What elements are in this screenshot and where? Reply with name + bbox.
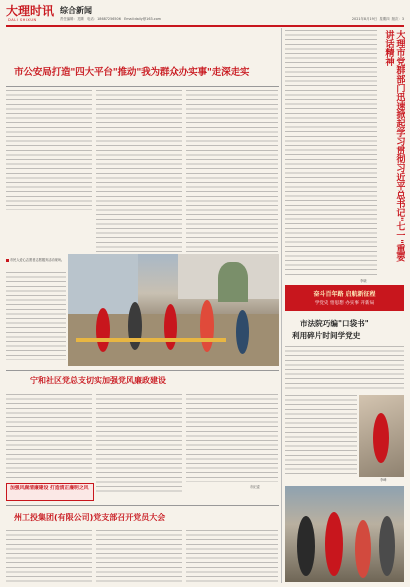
right-small-photo [359,395,404,477]
email: Email:daily@163.com [124,17,161,21]
logo-prefix: 大理 [6,4,31,18]
right-column-divider [281,28,282,583]
fence [76,338,226,342]
masthead-rule [6,25,404,27]
headline-rule [6,86,279,87]
date-line [352,16,404,21]
person-4 [200,300,214,352]
main-story-col-2 [96,90,182,255]
right-headline-1: 市法院巧编"口袋书" [300,319,369,328]
byline-right-mid: 李峰 [380,478,387,482]
main-photo [68,254,279,366]
bottom-story-col-3 [186,530,278,582]
page-number: 版次：3 [391,17,404,21]
person-c [355,520,371,578]
photo-caption-box [6,258,66,363]
slogan-box [285,285,404,311]
caption-marker-icon [6,259,9,262]
tree [218,262,248,302]
right-top-text [285,30,377,278]
byline-right-top: 李晓 [360,279,367,283]
right-story-text-a [285,346,404,392]
slogan-line-2: 学党史 悟思想 办实事 开新局 [314,301,375,306]
bottom-story-col-2 [96,530,182,582]
photo-caption-body [6,272,66,360]
logo [6,4,54,18]
phone: 电话：18687256506 [86,17,121,21]
middle-rule [6,370,279,371]
section-title: 综合新闻 [60,6,92,15]
photo-caption: 市民人爱心志愿者志愿服务活动现场。 [10,258,65,262]
bottom-headline: 州工投集团(有限公司)党支部召开党员大会 [14,513,166,522]
middle-story-col-3 [186,394,278,482]
middle-story-col-2 [96,394,182,494]
right-headline-2: 利用碎片时间学党史 [292,331,361,340]
logo-subtitle: DALI SHIXUN [8,18,37,22]
middle-headline: 宁和社区党总支切实加强党风廉政建设 [30,376,166,385]
vertical-headline: 大理市党群部门迅速掀起学习贯彻习近平总书记"七一"重要讲话精神 [383,30,405,262]
byline-middle: 市纪委 [250,485,260,489]
main-story-col-1 [6,90,92,210]
right-photo-person [373,413,389,463]
person-d [379,516,395,576]
person-b [325,512,343,576]
red-box-title: 加强风腐清廉建设 打造清正廉明之风 [10,486,89,491]
bottom-story-col-1 [6,530,92,582]
bottom-rule [6,505,279,506]
building-left [68,254,138,314]
person-3 [164,304,177,350]
person-a [297,516,315,576]
person-5 [236,310,249,354]
slogan-line-1: 奋斗百年路 启航新征程 [313,291,376,298]
red-box [6,483,94,501]
editor-line [60,16,161,21]
masthead [6,4,404,24]
main-headline: 市公安局打造"四大平台"推动"我为群众办实事"走深走实 [14,67,250,78]
weekday: 星期四 [379,17,390,21]
middle-story-col-1 [6,394,92,480]
editor: 责任编辑：龙腾 [60,17,84,21]
main-story-col-3 [186,90,278,258]
person-2 [128,302,142,350]
logo-suffix: 时讯 [30,4,55,18]
person-1 [96,308,110,352]
right-story-text-b [285,395,357,477]
issue-date: 2021年8月19日 [351,17,378,21]
right-bottom-photo [285,486,404,582]
